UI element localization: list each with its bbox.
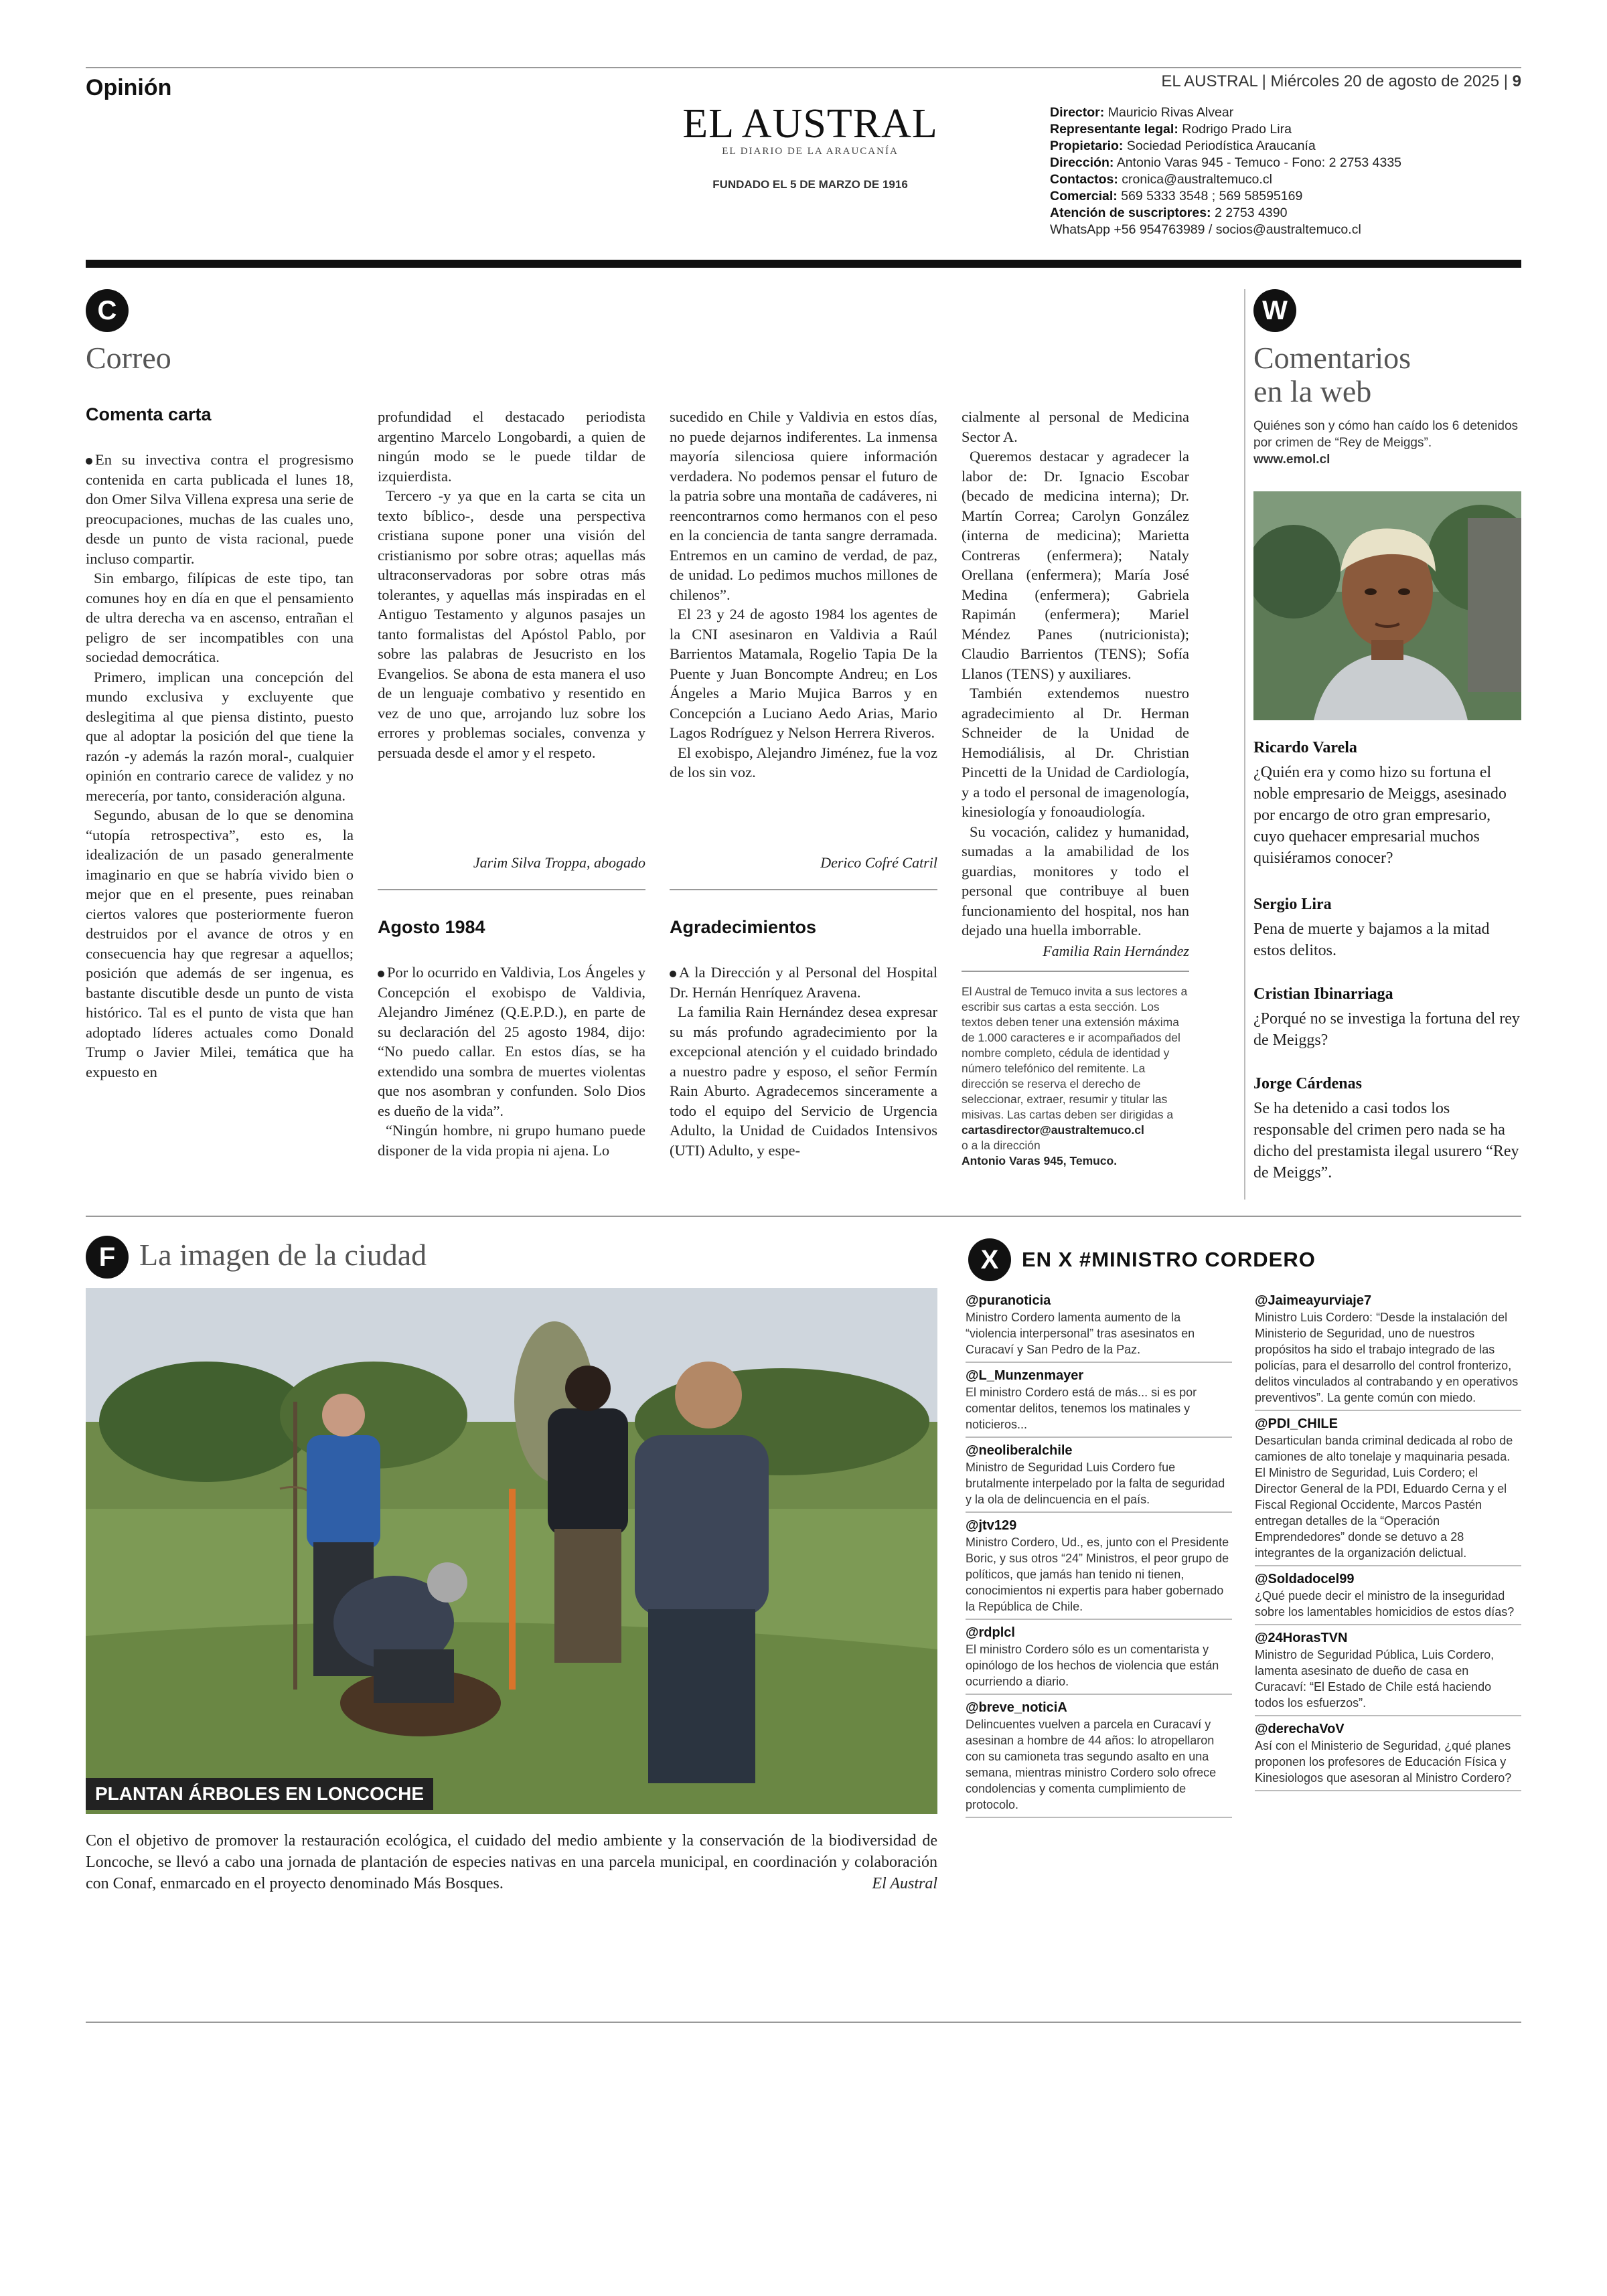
correo-badge: C	[86, 289, 129, 332]
letter-3-signature: Familia Rain Hernández	[1043, 942, 1189, 959]
credit-value: Antonio Varas 945 - Temuco - Fono: 2 2753 4335	[1116, 155, 1402, 170]
date-line	[1161, 72, 1521, 91]
x-title: EN X #MINISTRO CORDERO	[1022, 1248, 1316, 1271]
ciudad-text-body: Con el objetivo de promover la restauración ecológica, el cuidado del medio ambiente y la conservación de la biodiversidad de Loncoche, se llevó a cabo una jornada de plantación de especies nativas en una parcela municipal, en coordinación y colaboración con Conaf, enmarcado en el proyecto denominado Más Bosques.	[86, 1832, 937, 1892]
letter-3-heading: Agradecimientos	[670, 917, 817, 937]
col2-rule	[378, 889, 645, 890]
web-title-line2: en la web	[1253, 374, 1372, 408]
letter-2-signature: Derico Cofré Catril	[820, 854, 937, 871]
comment-2-text: Pena de muerte y bajamos a la mitad estos delitos.	[1253, 920, 1490, 959]
credit-label: Propietario:	[1050, 139, 1124, 153]
letters-note	[962, 984, 1189, 1169]
letter-1-signature: Jarim Silva Troppa, abogado	[473, 854, 645, 871]
credit-label: Representante legal:	[1050, 122, 1178, 137]
credit-value: Sociedad Periodística Araucanía	[1126, 139, 1316, 153]
letter-1-p3: Primero, implican una concepción del mundo exclusiva y excluyente que deslegitima al que piensa distinto, puesto que al adoptar la posición del que tiene la razón -y además la razón moral-, cualquier opinión en contrario carece de validez y no merecería, por tanto, consideración alguna.	[86, 668, 354, 804]
ciudad-title: La imagen de la ciudad	[139, 1238, 427, 1272]
x-post-text: Ministro de Seguridad Pública, Luis Cordero, lamenta asesinato de dueño de casa en Curacaví: “El Estado de Chile está haciendo todos los esfuerzos”.	[1255, 1648, 1495, 1710]
x-post-handle[interactable]: @rdplcl	[966, 1625, 1015, 1640]
letter-3-col-4	[962, 407, 1189, 940]
bullet-icon	[378, 971, 384, 977]
x-post	[1255, 1720, 1521, 1791]
note-email[interactable]: cartasdirector@australtemuco.cl	[962, 1123, 1144, 1137]
ciudad-text	[86, 1830, 937, 1894]
letter-3-p6: Su vocación, calidez y humanidad, sumadas a la amabilidad de los guardias, monitores y todo el personal que contribuye al buen funcionamiento del hospital, nos han dejado una huella imborrable.	[962, 823, 1189, 938]
x-post	[1255, 1570, 1521, 1625]
comment-3-text: ¿Porqué no se investiga la fortuna del rey de Meiggs?	[1253, 1010, 1520, 1049]
letter-3-p2: La familia Rain Hernández desea expresar su más profundo agradecimiento por la excepcional atención y el cuidado brindado a nuestro padre y esposo, el señor Fermín Rain Aburto. Agradecemos sinceramente a todo el equipo del Servicio de Urgencia Adulto, la Unidad de Cuidados Intensivos (UTI) Adulto, y espe-	[670, 1003, 937, 1159]
x-post-handle[interactable]: @PDI_CHILE	[1255, 1416, 1338, 1431]
credit-row	[1050, 155, 1401, 171]
ciudad-photo	[86, 1288, 937, 1814]
x-post-text: Ministro Cordero lamenta aumento de la “violencia interpersonal” tras asesinatos en Curacaví y San Pedro de la Paz.	[966, 1311, 1195, 1356]
bottom-rule	[86, 2022, 1521, 2023]
x-post-handle[interactable]: @puranoticia	[966, 1293, 1051, 1308]
ciudad-badge: F	[86, 1236, 129, 1279]
x-post	[966, 1367, 1232, 1438]
x-post	[966, 1624, 1232, 1695]
masthead-subtitle: EL DIARIO DE LA ARAUCANÍA	[722, 146, 899, 157]
letter-2-col-2	[378, 963, 645, 1160]
credit-label: Comercial:	[1050, 189, 1118, 203]
x-badge: X	[968, 1238, 1011, 1281]
x-post-handle[interactable]: @derechaVoV	[1255, 1722, 1345, 1736]
credit-row	[1050, 121, 1401, 138]
credit-row	[1050, 138, 1401, 155]
letter-3-p4: Queremos destacar y agradecer la labor de: Dr. Ignacio Escobar (becado de medicina interna); Dr. Martín Correa; Carolyn González (interna de medicina); Marietta Contreras (enfermera); Nataly Orellana (enfermera); María José Medina (enfermera); Gabriela Rapimán (enfermera); Mariel Méndez Panes (nutricionista); Claudio Barrientos (TENS); Sofía Llanos (TENS) y auxiliares.	[962, 448, 1189, 682]
credit-value: 569 5333 3548 ; 569 58595169	[1121, 189, 1303, 203]
x-post	[1255, 1292, 1521, 1411]
letter-3-p5: También extendemos nuestro agradecimiento al Dr. Herman Schneider de la Unidad de Hemodiálisis, al Dr. Christian Pincetti de la Unidad de Cardiología, y a todo el personal de imagenología, kinesiología y fonoaudiología.	[962, 685, 1189, 820]
credit-value: 2 2753 4390	[1214, 206, 1288, 220]
credit-row	[1050, 171, 1401, 188]
web-intro-text: Quiénes son y cómo han caído los 6 detenidos por crimen de “Rey de Meiggs”.	[1253, 419, 1519, 450]
x-post	[966, 1517, 1232, 1620]
founded-line: FUNDADO EL 5 DE MARZO DE 1916	[712, 178, 908, 191]
credit-row	[1050, 222, 1401, 238]
x-post-text: Ministro de Seguridad Luis Cordero fue brutalmente interpelado por la falta de seguridad y la ola de delincuencia en el país.	[966, 1461, 1225, 1506]
credit-value: cronica@australtemuco.cl	[1122, 172, 1272, 187]
masthead: EL AUSTRAL	[682, 101, 938, 147]
credit-row	[1050, 104, 1401, 121]
credit-row	[1050, 205, 1401, 222]
letter-2-p4: El 23 y 24 de agosto 1984 los agentes de la CNI asesinaron en Valdivia a Raúl Barrientos Matamala, Rogelio Tapia De la Puente y Juan Boncompte Andreu; en Los Ángeles a Mario Mujica Barros y en Concepción a Luciano Aedo Arias, Mario Lagos Rodríguez y Nelson Herrera Riveros.	[670, 606, 937, 741]
x-post-text: Ministro Cordero, Ud., es, junto con el Presidente Boric, y sus otros “24” Ministros, el peor grupo de políticos, que jamás han tenido ni tienen, conocimientos ni expertis para haber gobernado la República de Chile.	[966, 1536, 1229, 1613]
letter-1-col-2	[378, 407, 645, 762]
x-post-handle[interactable]: @24HorasTVN	[1255, 1631, 1348, 1645]
x-post-handle[interactable]: @neoliberalchile	[966, 1443, 1073, 1458]
x-post-handle[interactable]: @L_Munzenmayer	[966, 1368, 1084, 1383]
letter-1-heading: Comenta carta	[86, 404, 212, 424]
bullet-icon	[670, 971, 676, 977]
page-number: 9	[1512, 72, 1521, 90]
ciudad-credit: El Austral	[872, 1875, 937, 1892]
credit-label: Atención de suscriptores:	[1050, 206, 1211, 220]
correo-title: Correo	[86, 341, 171, 375]
comment-4-text: Se ha detenido a casi todos los responsable del crimen pero nada se ha dicho del prestamista ilegal usurero “Rey de Meiggs”.	[1253, 1100, 1519, 1181]
x-post	[966, 1699, 1232, 1818]
letter-2-p5: El exobispo, Alejandro Jiménez, fue la voz de los sin voz.	[670, 744, 937, 781]
comment-2-name: Sergio Lira	[1253, 896, 1332, 913]
x-post	[966, 1442, 1232, 1513]
letter-1-col-1	[86, 450, 354, 1082]
comment-1-name: Ricardo Varela	[1253, 739, 1357, 756]
portrait-image	[1253, 491, 1521, 720]
x-post	[966, 1292, 1232, 1363]
x-post-text: Ministro Luis Cordero: “Desde la instalación del Ministerio de Seguridad, uno de nuestros propósitos ha sido el trabajo integrado de las policías, para el desarrollo del control fronterizo, delitos vinculados al contrabando y en operativos preventivos”. La gente común con miedo.	[1255, 1311, 1519, 1404]
credits-block	[1050, 104, 1401, 238]
letter-1-p4: Segundo, abusan de lo que se denomina “utopía retrospectiva”, esto es, la idealización de un pasado generalmente imaginario en que se habría vivido bien o mejor que en el presente, pues reinaban ciertos valores que posteriormente fueron destruidos por el avance de otros y en consecuencia hay que regresar a aquellos; posición que además de ser ingenua, es bastante discutible desde un punto de vista histórico. Tal es el punto de vista que han adoptado líderes actuales como Donald Trump o Javier Milei, temática que ha expuesto en	[86, 807, 354, 1080]
letter-1-p6: Tercero -y ya que en la carta se cita un texto bíblico-, desde una perspectiva cristiana supone poner una visión del cristianismo por sobre otras; aquellas más ultraconservadoras por sobre otras más tolerantes, y aquellas más inspiradas en el Antiguo Testamento y algunos pasajes un tanto formalistas del Apóstol Pablo, por sobre las palabras de Jesucristo en los Evangelios. Se abona de esta manera el uso de un lenguaje combativo y resentido en vez de uno que, arrojando luz sobre los errores y problemas sociales, convenza y persuada desde el amor y el respeto.	[378, 487, 645, 761]
header-thick-rule	[86, 260, 1521, 268]
x-post-text: Desarticulan banda criminal dedicada al robo de camiones de alto tonelaje y maquinaria pesada. El Ministro de Seguridad, Luis Cordero; el Director General de la PDI, Eduardo Cerna y el Fiscal Regional Occidente, Marcos Pastén entregan detalles de la “Operación Emprendedores” donde se detuvo a 28 integrantes de la organización delictual.	[1255, 1434, 1513, 1560]
section-label: Opinión	[86, 75, 172, 100]
x-post	[1255, 1629, 1521, 1716]
photo-caption-bar: PLANTAN ÁRBOLES EN LONCOCHE	[86, 1778, 433, 1810]
letter-3-p3: cialmente al personal de Medicina Sector A.	[962, 408, 1189, 445]
col3-rule	[670, 889, 937, 890]
x-post-text: Delincuentes vuelven a parcela en Curacaví y asesinan a hombre de 44 años: lo atropellaron con su camioneta tras segundo asalto en una semana, mientras ministro Cordero solo ofrece condolencias y comenta cumplimiento de protocolo.	[966, 1718, 1217, 1811]
letter-2-heading: Agosto 1984	[378, 917, 485, 937]
credit-row	[1050, 188, 1401, 205]
top-rule	[86, 67, 1521, 68]
x-post-handle[interactable]: @jtv129	[966, 1518, 1017, 1533]
letter-1-p1: En su invectiva contra el progresismo contenida en carta publicada el lunes 18, don Omer Silva Villena expresa una serie de preocupaciones, muchas de las cuales uno, desde un punto de vista racional, puede incluso compartir.	[86, 451, 354, 567]
web-site[interactable]: www.emol.cl	[1253, 453, 1330, 467]
mid-rule	[86, 1216, 1521, 1217]
x-post-text: ¿Qué puede decir el ministro de la inseguridad sobre los lamentables homicidios de estos días?	[1255, 1589, 1515, 1619]
letter-2-col-3	[670, 407, 937, 783]
credit-label: Contactos:	[1050, 172, 1118, 187]
credit-value: Rodrigo Prado Lira	[1182, 122, 1292, 137]
web-photo	[1253, 491, 1521, 720]
letter-1-p5: profundidad el destacado periodista argentino Marcelo Longobardi, a quien de ningún modo se le puede tildar de izquierdista.	[378, 408, 645, 485]
comment-4-name: Jorge Cárdenas	[1253, 1075, 1362, 1092]
comment-3-name: Cristian Ibinarriaga	[1253, 985, 1393, 1003]
credit-label: Dirección:	[1050, 155, 1114, 170]
note-text: El Austral de Temuco invita a sus lectores a escribir sus cartas a esta sección. Los textos deben tener una extensión máxima de 1.000 caracteres e ir acompañados del nombre completo, cédula de identidad y número telefónico del remitente. La dirección se reserva el derecho de seleccionar, extraer, resumir y titular las misivas. Las cartas deben ser dirigidas a	[962, 985, 1188, 1121]
bullet-icon	[86, 458, 92, 465]
x-right-column	[1255, 1292, 1521, 1795]
web-badge: W	[1253, 289, 1296, 332]
web-title-line1: Comentarios	[1253, 341, 1411, 375]
x-post-handle[interactable]: @Soldadocel99	[1255, 1572, 1355, 1586]
x-post-handle[interactable]: @Jaimeayurviaje7	[1255, 1293, 1372, 1308]
x-post-text: El ministro Cordero está de más... si es por comentar delitos, tenemos los matinales y noticieros...	[966, 1386, 1197, 1431]
web-intro	[1253, 418, 1521, 468]
x-post-text: Así con el Ministerio de Seguridad, ¿qué planes proponen los profesores de Educación Física y Kinesiologos que asesoran al Ministro Cordero?	[1255, 1739, 1512, 1785]
web-title	[1253, 341, 1411, 408]
letter-2-p2: “Ningún hombre, ni grupo humano puede disponer de la vida propia ni ajena. Lo	[378, 1122, 645, 1159]
letter-2-p1: Por lo ocurrido en Valdivia, Los Ángeles y Concepción el exobispo de Valdivia, Alejandro Jiménez (Q.E.P.D.), en parte de su declaración del 25 agosto 1984, dijo: “No puedo callar. En estos días, se ha extendido una sombra de muertes violentas que nos asombran y confunden. Solo Dios es dueño de la vida”.	[378, 964, 645, 1119]
letter-3-p1: A la Dirección y al Personal del Hospital Dr. Hernán Henríquez Aravena.	[670, 964, 937, 1001]
letter-2-p3: sucedido en Chile y Valdivia en estos días, no puede dejarnos indiferentes. La inmensa mayoría silenciosa quiere información verdadera. No podemos pensar el futuro de la patria sobre una montaña de cadáveres, ni reencontrarnos como hermanos con el peso en la conciencia de tanta sangre derramada. Entremos en un camino de verdad, de paz, de unidad. Lo pedimos muchos millones de chilenos”.	[670, 408, 937, 603]
credit-value: Mauricio Rivas Alvear	[1107, 105, 1234, 120]
credit-value: WhatsApp +56 954763989 / socios@australtemuco.cl	[1050, 222, 1361, 237]
x-post-handle[interactable]: @breve_noticiA	[966, 1700, 1067, 1715]
x-left-column	[966, 1292, 1232, 1822]
col4-rule	[962, 971, 1189, 972]
note-address: Antonio Varas 945, Temuco.	[962, 1154, 1118, 1167]
credit-label: Director:	[1050, 105, 1105, 120]
date-text: EL AUSTRAL | Miércoles 20 de agosto de 2025 |	[1161, 72, 1508, 90]
web-divider	[1244, 289, 1245, 1200]
comment-1-text: ¿Quién era y como hizo su fortuna el noble empresario de Meiggs, asesinado por encargo de otro gran empresario, cuyo quehacer empresarial muchos quisiéramos conocer?	[1253, 764, 1507, 867]
tree-planting-image	[86, 1288, 937, 1814]
note-or: o a la dirección	[962, 1139, 1041, 1152]
letter-3-col-3	[670, 963, 937, 1160]
x-post-text: El ministro Cordero sólo es un comentarista y opinólogo de los hechos de violencia que están ocurriendo a diario.	[966, 1643, 1219, 1688]
letter-1-p2: Sin embargo, filípicas de este tipo, tan comunes hoy en día en que el pensamiento de ultra derecha va en ascenso, entrañan el peligro de ser incompatibles con una sociedad democrática.	[86, 570, 354, 665]
x-post	[1255, 1415, 1521, 1566]
